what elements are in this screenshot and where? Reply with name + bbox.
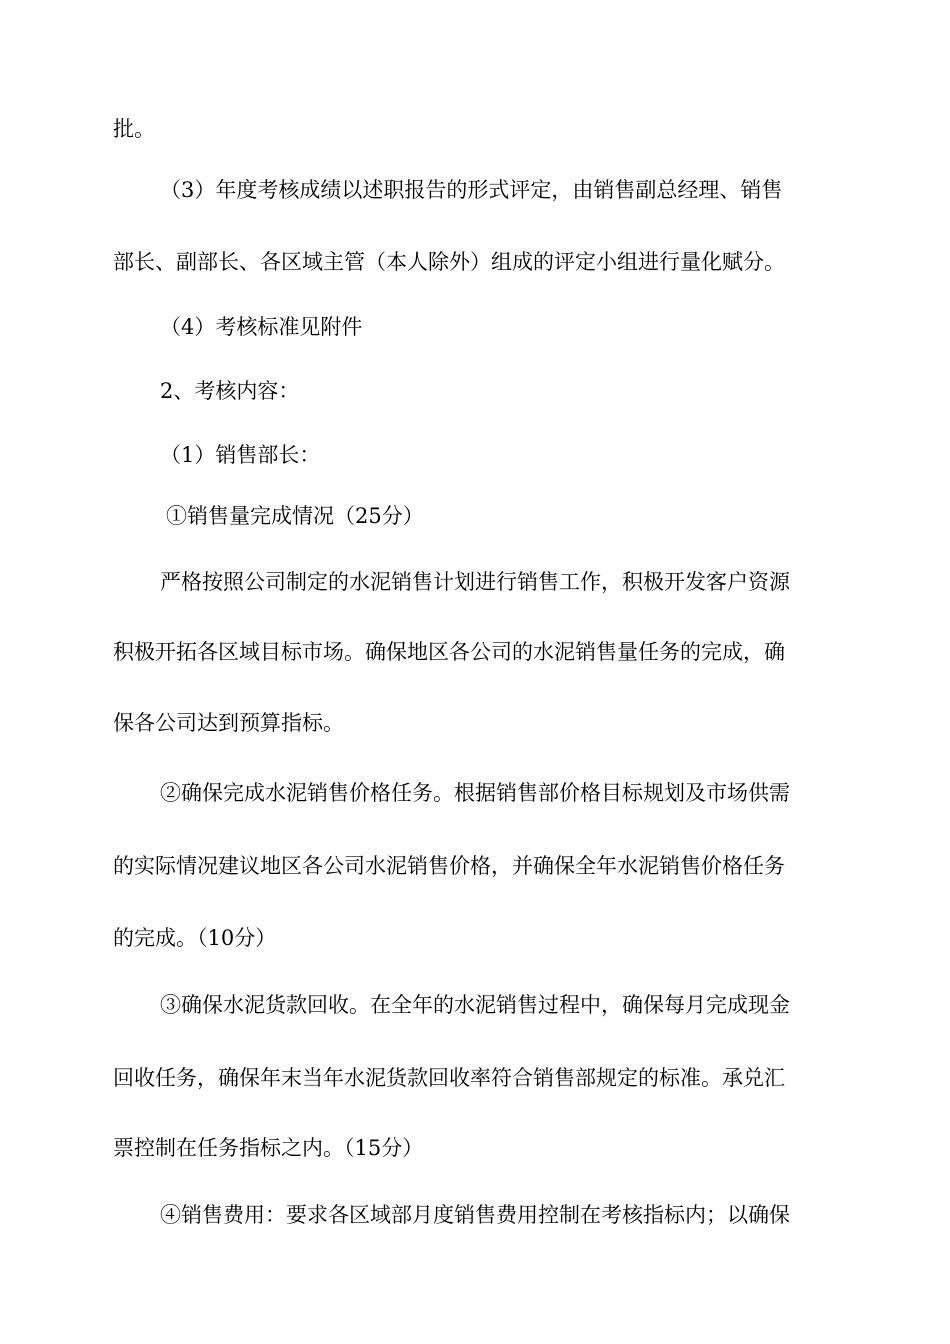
paragraph-line: ②确保完成水泥销售价格任务。根据销售部价格目标规划及市场供需 xyxy=(160,781,790,805)
text-line: 的实际情况建议地区各公司水泥销售价格，并确保全年水泥销售价格任务 xyxy=(113,854,785,878)
subsection-heading: （1）销售部长： xyxy=(160,443,321,467)
paragraph-line: （3）年度考核成绩以述职报告的形式评定，由销售副总经理、销售 xyxy=(160,178,783,202)
paragraph-line: 严格按照公司制定的水泥销售计划进行销售工作，积极开发客户资源 xyxy=(160,570,790,594)
list-item: （4）考核标准见附件 xyxy=(160,315,363,339)
paragraph-line: ④销售费用：要求各区域部月度销售费用控制在考核指标内；以确保 xyxy=(160,1203,790,1227)
text-line: 票控制在任务指标之内。（15分） xyxy=(113,1136,424,1160)
text-line: 批。 xyxy=(113,117,155,141)
text-line: 保各公司达到预算指标。 xyxy=(113,711,344,735)
section-heading: 2、考核内容： xyxy=(160,379,300,403)
paragraph-line: ③确保水泥货款回收。在全年的水泥销售过程中，确保每月完成现金 xyxy=(160,993,790,1017)
text-line: 回收任务，确保年末当年水泥货款回收率符合销售部规定的标准。承兑汇 xyxy=(113,1066,785,1090)
text-line: 的完成。（10分） xyxy=(113,926,277,950)
text-line: 部长、副部长、各区域主管（本人除外）组成的评定小组进行量化赋分。 xyxy=(113,250,785,274)
text-line: 积极开拓各区域目标市场。确保地区各公司的水泥销售量任务的完成，确 xyxy=(113,640,785,664)
item-heading: ①销售量完成情况（25分） xyxy=(166,504,424,528)
